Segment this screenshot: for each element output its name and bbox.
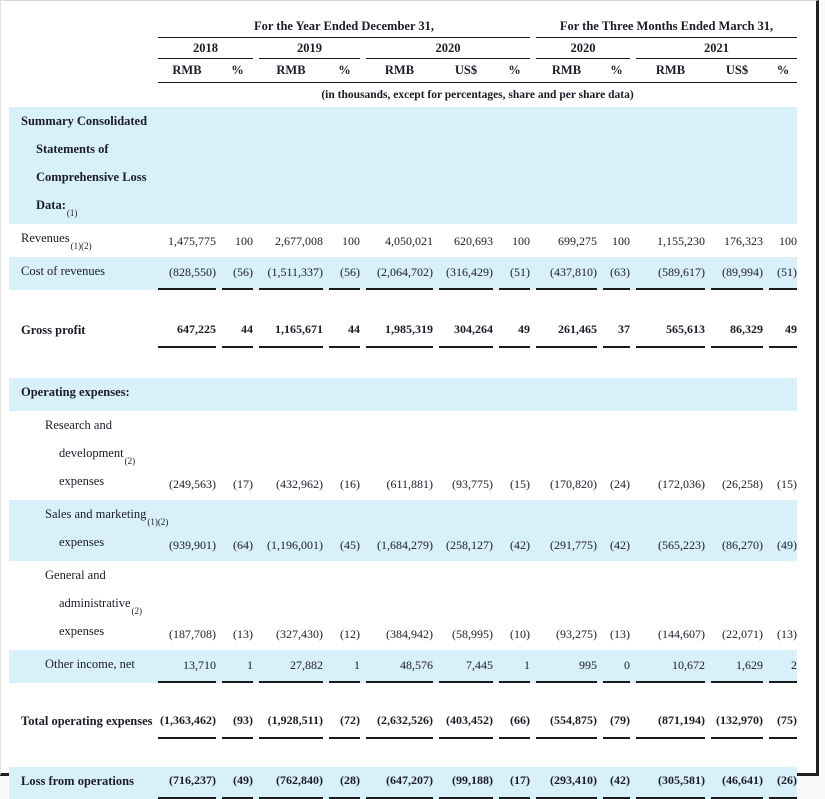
value-cell: (12) [340,627,360,641]
units-note: (in thousands, except for percentages, share and per share data) [321,89,634,101]
value-cell: 100 [235,234,253,248]
row-label-line [9,528,152,556]
empty-cell [439,408,493,411]
value-cell: 1,629 [711,652,763,683]
column-group-quarterly [536,19,797,38]
empty-cell [222,408,253,411]
row-label-line [9,411,152,439]
table-row-other-income-net [9,650,797,683]
value-cell: (10) [510,627,530,641]
row-label [9,316,152,348]
value-cell: (2,064,702) [366,259,433,290]
value-cell: 100 [612,234,630,248]
value-cell: 49 [769,316,797,348]
value-cell: (45) [340,538,360,552]
row-label-line [9,767,152,795]
col-header-2020-usd: US$ [454,63,478,77]
column-group-annual [158,19,530,38]
row-label [9,107,152,224]
table-body [9,107,797,799]
value-cell: 27,882 [259,652,323,683]
value-cell: (13) [777,627,797,641]
value-cell: (249,563) [169,477,216,491]
value-cell: (86,270) [722,538,763,552]
empty-cell [439,221,493,224]
empty-cell [711,408,763,411]
value-cell: 565,613 [636,316,705,348]
value-cell: (172,036) [658,477,705,491]
value-cell: (17) [233,477,253,491]
value-cell: (258,127) [446,538,493,552]
value-cell: (56) [222,259,253,290]
value-cell: (22,071) [722,627,763,641]
value-cell: (24) [610,477,630,491]
value-cell: (144,607) [658,627,705,641]
value-cell: (437,810) [536,259,597,290]
value-cell: (1,928,511) [259,707,323,739]
value-cell: (79) [603,707,630,739]
value-cell: (611,881) [386,477,433,491]
row-label [9,707,152,739]
empty-cell [769,221,797,224]
value-cell: (1,196,001) [267,538,323,552]
value-cell: (42) [610,538,630,552]
year-header-row [9,41,797,59]
footnote-marker: (1)(2) [70,240,92,251]
value-cell: 1,475,775 [168,234,216,248]
value-cell: 176,323 [724,234,763,248]
empty-cell [603,221,630,224]
currency-header-row [9,63,797,78]
value-cell: (26) [769,767,797,799]
table-row-operating-expenses-header [9,378,797,411]
value-cell: 1,985,319 [366,316,433,348]
value-cell: 620,693 [454,234,493,248]
column-group-quarterly-label: For the Three Months Ended March 31, [559,19,774,33]
empty-cell [259,408,323,411]
value-cell: (64) [233,538,253,552]
value-cell: (716,237) [158,767,216,799]
year-2019: 2019 [259,41,360,59]
value-cell: (1,363,462) [158,707,216,739]
row-label-line [9,163,152,191]
value-cell: 100 [779,234,797,248]
value-cell: 100 [342,234,360,248]
value-cell: (13) [233,627,253,641]
value-cell: (316,429) [439,259,493,290]
col-header-q2021-pct: % [776,63,790,77]
empty-cell [329,221,360,224]
row-label-text: Data: [36,198,66,212]
empty-cell [499,408,530,411]
value-cell: (42) [510,538,530,552]
col-header-q2020-rmb: RMB [551,63,582,77]
row-label-line [9,589,152,617]
units-note-row [9,88,797,103]
value-cell: (1,684,279) [377,538,433,552]
value-cell: (17) [499,767,530,799]
value-cell: (93,775) [452,477,493,491]
row-label-line [9,707,152,735]
value-cell: (56) [329,259,360,290]
value-cell: (939,901) [169,538,216,552]
value-cell: 10,672 [636,652,705,683]
col-header-q2020-pct: % [610,63,623,77]
row-gap [9,739,797,767]
row-label [9,411,152,500]
header-rule [158,82,797,83]
value-cell: 44 [329,316,360,348]
value-cell: 7,445 [439,652,493,683]
row-label-line [9,467,152,495]
row-label-text: Gross profit [21,323,86,337]
row-label-text: administrative [59,596,131,610]
year-2020: 2020 [366,41,530,59]
empty-cell [636,408,705,411]
value-cell: (170,820) [550,477,597,491]
value-cell: (15) [510,477,530,491]
table-row-cost-of-revenues [9,257,797,290]
row-label-line [9,107,152,135]
footnote-marker: (1) [66,207,78,218]
table-row-sales-marketing-expenses [9,500,797,561]
row-label-line [9,224,152,252]
value-cell: (327,430) [276,627,323,641]
col-header-2019-rmb: RMB [276,63,306,77]
row-gap [9,348,797,378]
value-cell: (93,275) [556,627,597,641]
quarter-year-2020: 2020 [536,41,630,59]
row-label [9,500,169,561]
table-row-section-header [9,107,797,224]
row-label-text: expenses [59,474,105,488]
row-label-line [9,439,152,467]
value-cell: 13,710 [158,652,216,683]
row-label-text: Summary Consolidated [21,114,148,128]
year-2018: 2018 [158,41,253,59]
value-cell: (15) [777,477,797,491]
row-label-line [9,257,152,285]
empty-cell [222,221,253,224]
value-cell: (42) [603,767,630,799]
value-cell: (293,410) [536,767,597,799]
value-cell: 86,329 [711,316,763,348]
value-cell: (828,550) [158,259,216,290]
empty-cell [536,408,597,411]
column-group-header-row [9,19,797,38]
table-row-revenues [9,224,797,257]
col-header-2019-pct: % [338,63,351,77]
empty-cell [158,221,216,224]
quarter-year-2021: 2021 [636,41,797,59]
value-cell: 647,225 [158,316,216,348]
empty-cell [769,408,797,411]
value-cell: 37 [603,316,630,348]
row-label-text: expenses [59,624,105,638]
row-label-text: Statements of [36,142,109,156]
value-cell: 699,275 [558,234,597,248]
empty-cell [603,408,630,411]
value-cell: 0 [603,652,630,683]
value-cell: (291,775) [550,538,597,552]
value-cell: (46,641) [711,767,763,799]
footnote-marker: (2) [124,455,136,466]
empty-cell [366,221,433,224]
value-cell: 48,576 [366,652,433,683]
col-header-2018-pct: % [231,63,244,77]
value-cell: (384,942) [386,627,433,641]
value-cell: (28) [329,767,360,799]
footnote-marker: (2) [131,605,143,616]
row-label-text: General and [45,568,106,582]
empty-cell [259,221,323,224]
col-header-2018-rmb: RMB [172,63,202,77]
table-row-loss-from-operations [9,767,797,799]
table-row-gross-profit [9,316,797,348]
row-label-text: Cost of revenues [21,264,106,278]
financial-statements-table [9,19,797,799]
value-cell: (432,962) [276,477,323,491]
value-cell: (305,581) [636,767,705,799]
empty-cell [329,408,360,411]
row-gap [9,290,797,316]
value-cell: 4,050,021 [385,234,433,248]
value-cell: 1 [499,652,530,683]
value-cell: 1 [329,652,360,683]
value-cell: (51) [769,259,797,290]
col-header-q2021-usd: US$ [725,63,749,77]
row-label-text: expenses [59,535,105,549]
value-cell: (403,452) [439,707,493,739]
value-cell: (72) [329,707,360,739]
value-cell: 1,165,671 [259,316,323,348]
value-cell: (49) [222,767,253,799]
value-cell: (187,708) [169,627,216,641]
row-label [9,257,152,290]
value-cell: (63) [603,259,630,290]
value-cell: 49 [499,316,530,348]
value-cell: 304,264 [439,316,493,348]
row-label-text: Comprehensive Loss [36,170,147,184]
value-cell: (647,207) [366,767,433,799]
footnote-marker: (1)(2) [147,516,169,527]
row-label-line [9,617,152,645]
row-label-text: Research and [45,418,112,432]
value-cell: (51) [499,259,530,290]
value-cell: (75) [769,707,797,739]
value-cell: 995 [536,652,597,683]
column-group-annual-label: For the Year Ended December 31, [253,19,435,33]
col-header-2020-pct: % [508,63,521,77]
empty-cell [499,221,530,224]
table-row-general-administrative-expenses [9,561,797,650]
value-cell: 2,677,008 [275,234,323,248]
table-row-total-operating-expenses [9,707,797,739]
row-label-text: Sales and marketing [45,507,147,521]
row-label-line [9,191,152,219]
value-cell: 1,155,230 [657,234,705,248]
value-cell: 100 [512,234,530,248]
row-label-text: Total operating expenses [21,714,153,728]
value-cell: 44 [222,316,253,348]
row-label-text: development [59,446,124,460]
value-cell: (589,617) [636,259,705,290]
value-cell: 2 [769,652,797,683]
value-cell: (565,223) [658,538,705,552]
value-cell: 261,465 [536,316,597,348]
value-cell: (49) [777,538,797,552]
row-label-line [9,650,152,678]
empty-cell [711,221,763,224]
empty-cell [366,408,433,411]
row-label-line [9,378,152,406]
row-label [9,650,152,683]
col-header-q2021-rmb: RMB [655,63,686,77]
col-header-2020-rmb: RMB [384,63,415,77]
value-cell: (58,995) [452,627,493,641]
row-label [9,767,152,799]
empty-cell [636,221,705,224]
value-cell: (132,970) [711,707,763,739]
value-cell: (93) [222,707,253,739]
row-label-line [9,135,152,163]
row-label-text: Loss from operations [21,774,134,788]
row-label-text: Revenues [21,231,70,245]
row-label [9,561,152,650]
row-label [9,224,152,257]
value-cell: (2,632,526) [366,707,433,739]
row-label-line [9,561,152,589]
value-cell: (66) [499,707,530,739]
row-label-line [9,316,152,344]
value-cell: (89,994) [711,259,763,290]
row-label-text: Other income, net [45,657,135,671]
empty-cell [158,408,216,411]
row-label-line [9,500,169,528]
value-cell: (871,194) [636,707,705,739]
row-label-text: Operating expenses: [21,385,130,399]
value-cell: (16) [340,477,360,491]
value-cell: (554,875) [536,707,597,739]
header-rule-row [9,82,797,83]
row-label [9,378,152,411]
row-gap [9,683,797,707]
value-cell: (99,188) [439,767,493,799]
value-cell: (26,258) [722,477,763,491]
value-cell: (13) [610,627,630,641]
table-row-research-development-expenses [9,411,797,500]
value-cell: (1,511,337) [259,259,323,290]
value-cell: (762,840) [259,767,323,799]
empty-cell [536,221,597,224]
value-cell: 1 [222,652,253,683]
